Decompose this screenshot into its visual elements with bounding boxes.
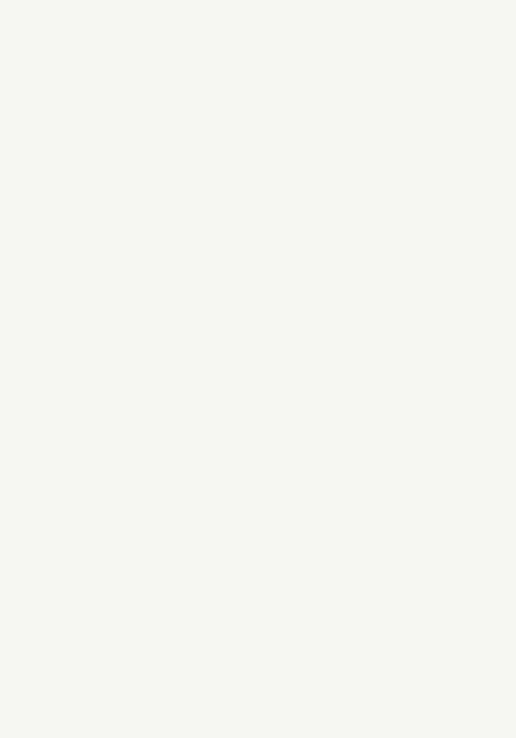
top-text-block xyxy=(10,18,504,338)
bottom-text-block xyxy=(10,355,504,685)
